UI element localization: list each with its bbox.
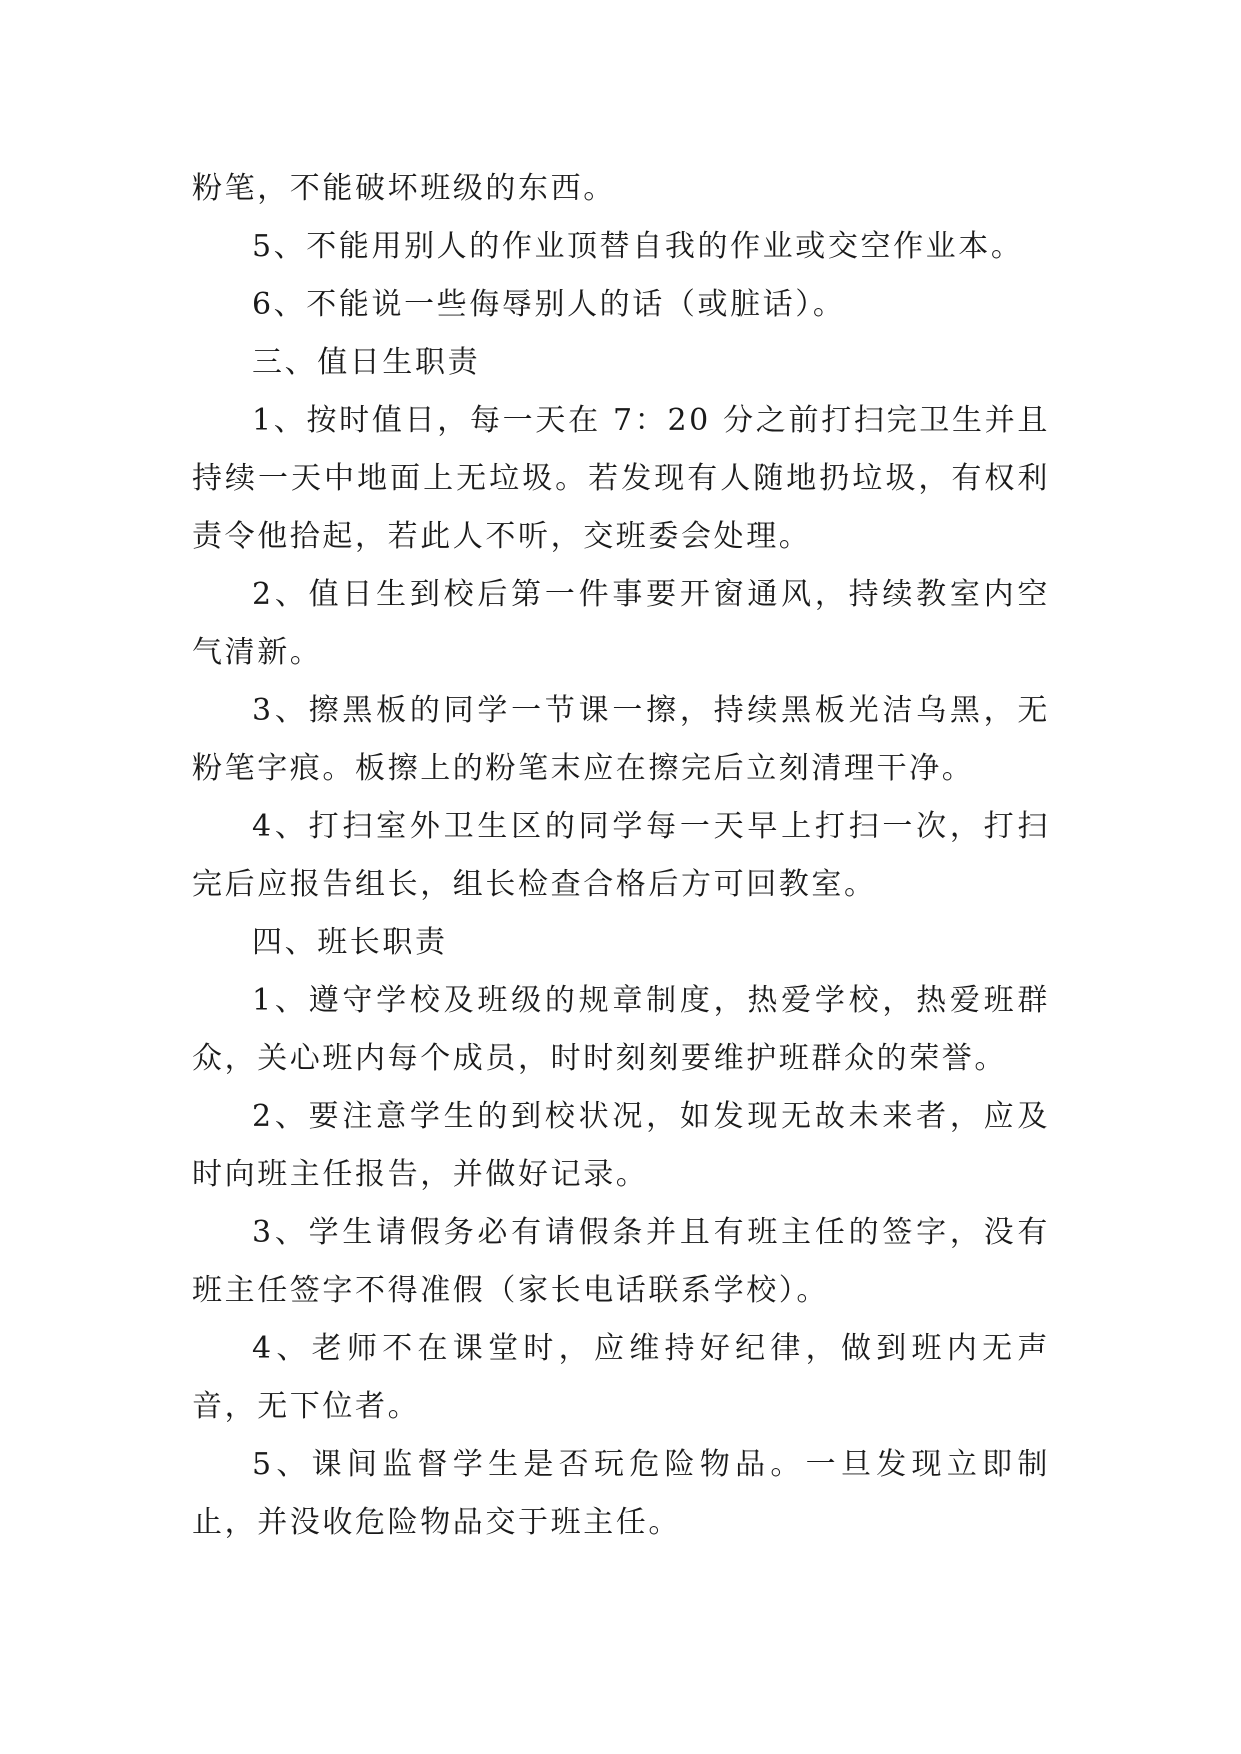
paragraph-monitor-1: 1、遵守学校及班级的规章制度，热爱学校，热爱班群众，关心班内每个成员，时时刻刻要维护班群众的荣誉。 bbox=[192, 983, 1050, 1076]
paragraph-duty-1: 1、按时值日，每一天在 7：20 分之前打扫完卫生并且持续一天中地面上无垃圾。若发现有人随地扔垃圾，有权利责令他拾起，若此人不听，交班委会处理。 bbox=[192, 403, 1050, 554]
paragraph-duty-3: 3、擦黑板的同学一节课一擦，持续黑板光洁乌黑，无粉笔字痕。板擦上的粉笔末应在擦完后立刻清理干净。 bbox=[192, 693, 1050, 786]
document-body bbox=[192, 160, 1050, 1552]
section-heading-duty-students: 三、值日生职责 bbox=[252, 345, 481, 380]
paragraph-monitor-4: 4、老师不在课堂时，应维持好纪律，做到班内无声音，无下位者。 bbox=[192, 1331, 1050, 1424]
paragraph-rule-6: 6、不能说一些侮辱别人的话（或脏话）。 bbox=[252, 287, 846, 322]
paragraph-monitor-2: 2、要注意学生的到校状况，如发现无故未来者，应及时向班主任报告，并做好记录。 bbox=[192, 1099, 1050, 1192]
paragraph-monitor-5: 5、课间监督学生是否玩危险物品。一旦发现立即制止，并没收危险物品交于班主任。 bbox=[192, 1447, 1050, 1540]
paragraph-monitor-3: 3、学生请假务必有请假条并且有班主任的签字，没有班主任签字不得准假（家长电话联系学校）。 bbox=[192, 1215, 1050, 1308]
paragraph-duty-4: 4、打扫室外卫生区的同学每一天早上打扫一次，打扫完后应报告组长，组长检查合格后方可回教室。 bbox=[192, 809, 1050, 902]
section-heading-monitor: 四、班长职责 bbox=[252, 925, 448, 960]
paragraph-continuation: 粉笔，不能破坏班级的东西。 bbox=[192, 171, 616, 206]
paragraph-duty-2: 2、值日生到校后第一件事要开窗通风，持续教室内空气清新。 bbox=[192, 577, 1050, 670]
paragraph-rule-5: 5、不能用别人的作业顶替自我的作业或交空作业本。 bbox=[252, 229, 1024, 264]
